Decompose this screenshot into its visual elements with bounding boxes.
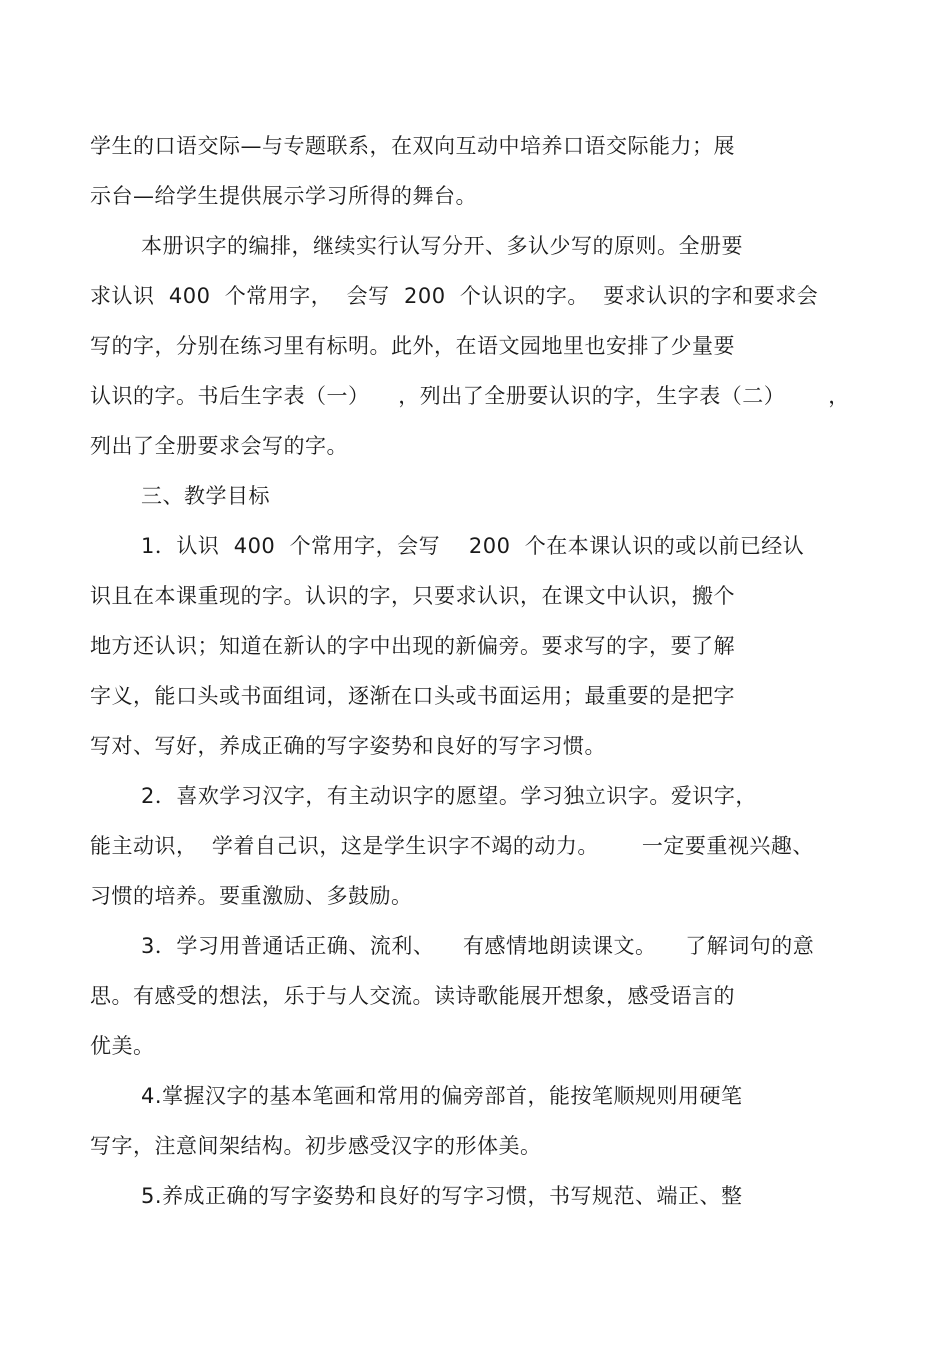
text-line: 学生的口语交际—与专题联系，在双向互动中培养口语交际能力；展 bbox=[90, 134, 735, 158]
text-line: 优美。 bbox=[90, 1034, 155, 1058]
text-line: 求认识 400 个常用字， 会写 200 个认识的字。 要求认识的字和要求会 bbox=[90, 284, 819, 308]
paragraph-start-line: 本册识字的编排，继续实行认写分开、多认少写的原则。全册要 bbox=[141, 234, 743, 258]
text-line: 列出了全册要求会写的字。 bbox=[90, 434, 348, 458]
section-heading: 三、教学目标 bbox=[141, 484, 270, 508]
text-line: 思。有感受的想法，乐于与人交流。读诗歌能展开想象，感受语言的 bbox=[90, 984, 735, 1008]
text-line: 能主动识， 学着自己识，这是学生识字不竭的动力。 一定要重视兴趣、 bbox=[90, 834, 814, 858]
text-line: 写的字，分别在练习里有标明。此外，在语文园地里也安排了少量要 bbox=[90, 334, 735, 358]
goal-item-4: 4.掌握汉字的基本笔画和常用的偏旁部首，能按笔顺规则用硬笔 bbox=[141, 1084, 743, 1108]
text-line: 字义，能口头或书面组词，逐渐在口头或书面运用；最重要的是把字 bbox=[90, 684, 735, 708]
text-line: 写字，注意间架结构。初步感受汉字的形体美。 bbox=[90, 1134, 542, 1158]
goal-item-2: 2．喜欢学习汉字，有主动识字的愿望。学习独立识字。爱识字， bbox=[141, 784, 757, 808]
text-line: 识且在本课重现的字。认识的字，只要求认识，在课文中认识，搬个 bbox=[90, 584, 735, 608]
goal-item-3: 3．学习用普通话正确、流利、 有感情地朗读课文。 了解词句的意 bbox=[141, 934, 815, 958]
text-line: 认识的字。书后生字表（一） ，列出了全册要认识的字，生字表（二） ， bbox=[90, 384, 850, 408]
text-line: 示台—给学生提供展示学习所得的舞台。 bbox=[90, 184, 477, 208]
goal-item-5: 5.养成正确的写字姿势和良好的写字习惯，书写规范、端正、整 bbox=[141, 1184, 743, 1208]
text-line: 地方还认识；知道在新认的字中出现的新偏旁。要求写的字，要了解 bbox=[90, 634, 735, 658]
text-line: 写对、写好，养成正确的写字姿势和良好的写字习惯。 bbox=[90, 734, 606, 758]
text-line: 习惯的培养。要重激励、多鼓励。 bbox=[90, 884, 413, 908]
goal-item-1: 1．认识 400 个常用字，会写 200 个在本课认识的或以前已经认 bbox=[141, 534, 805, 558]
